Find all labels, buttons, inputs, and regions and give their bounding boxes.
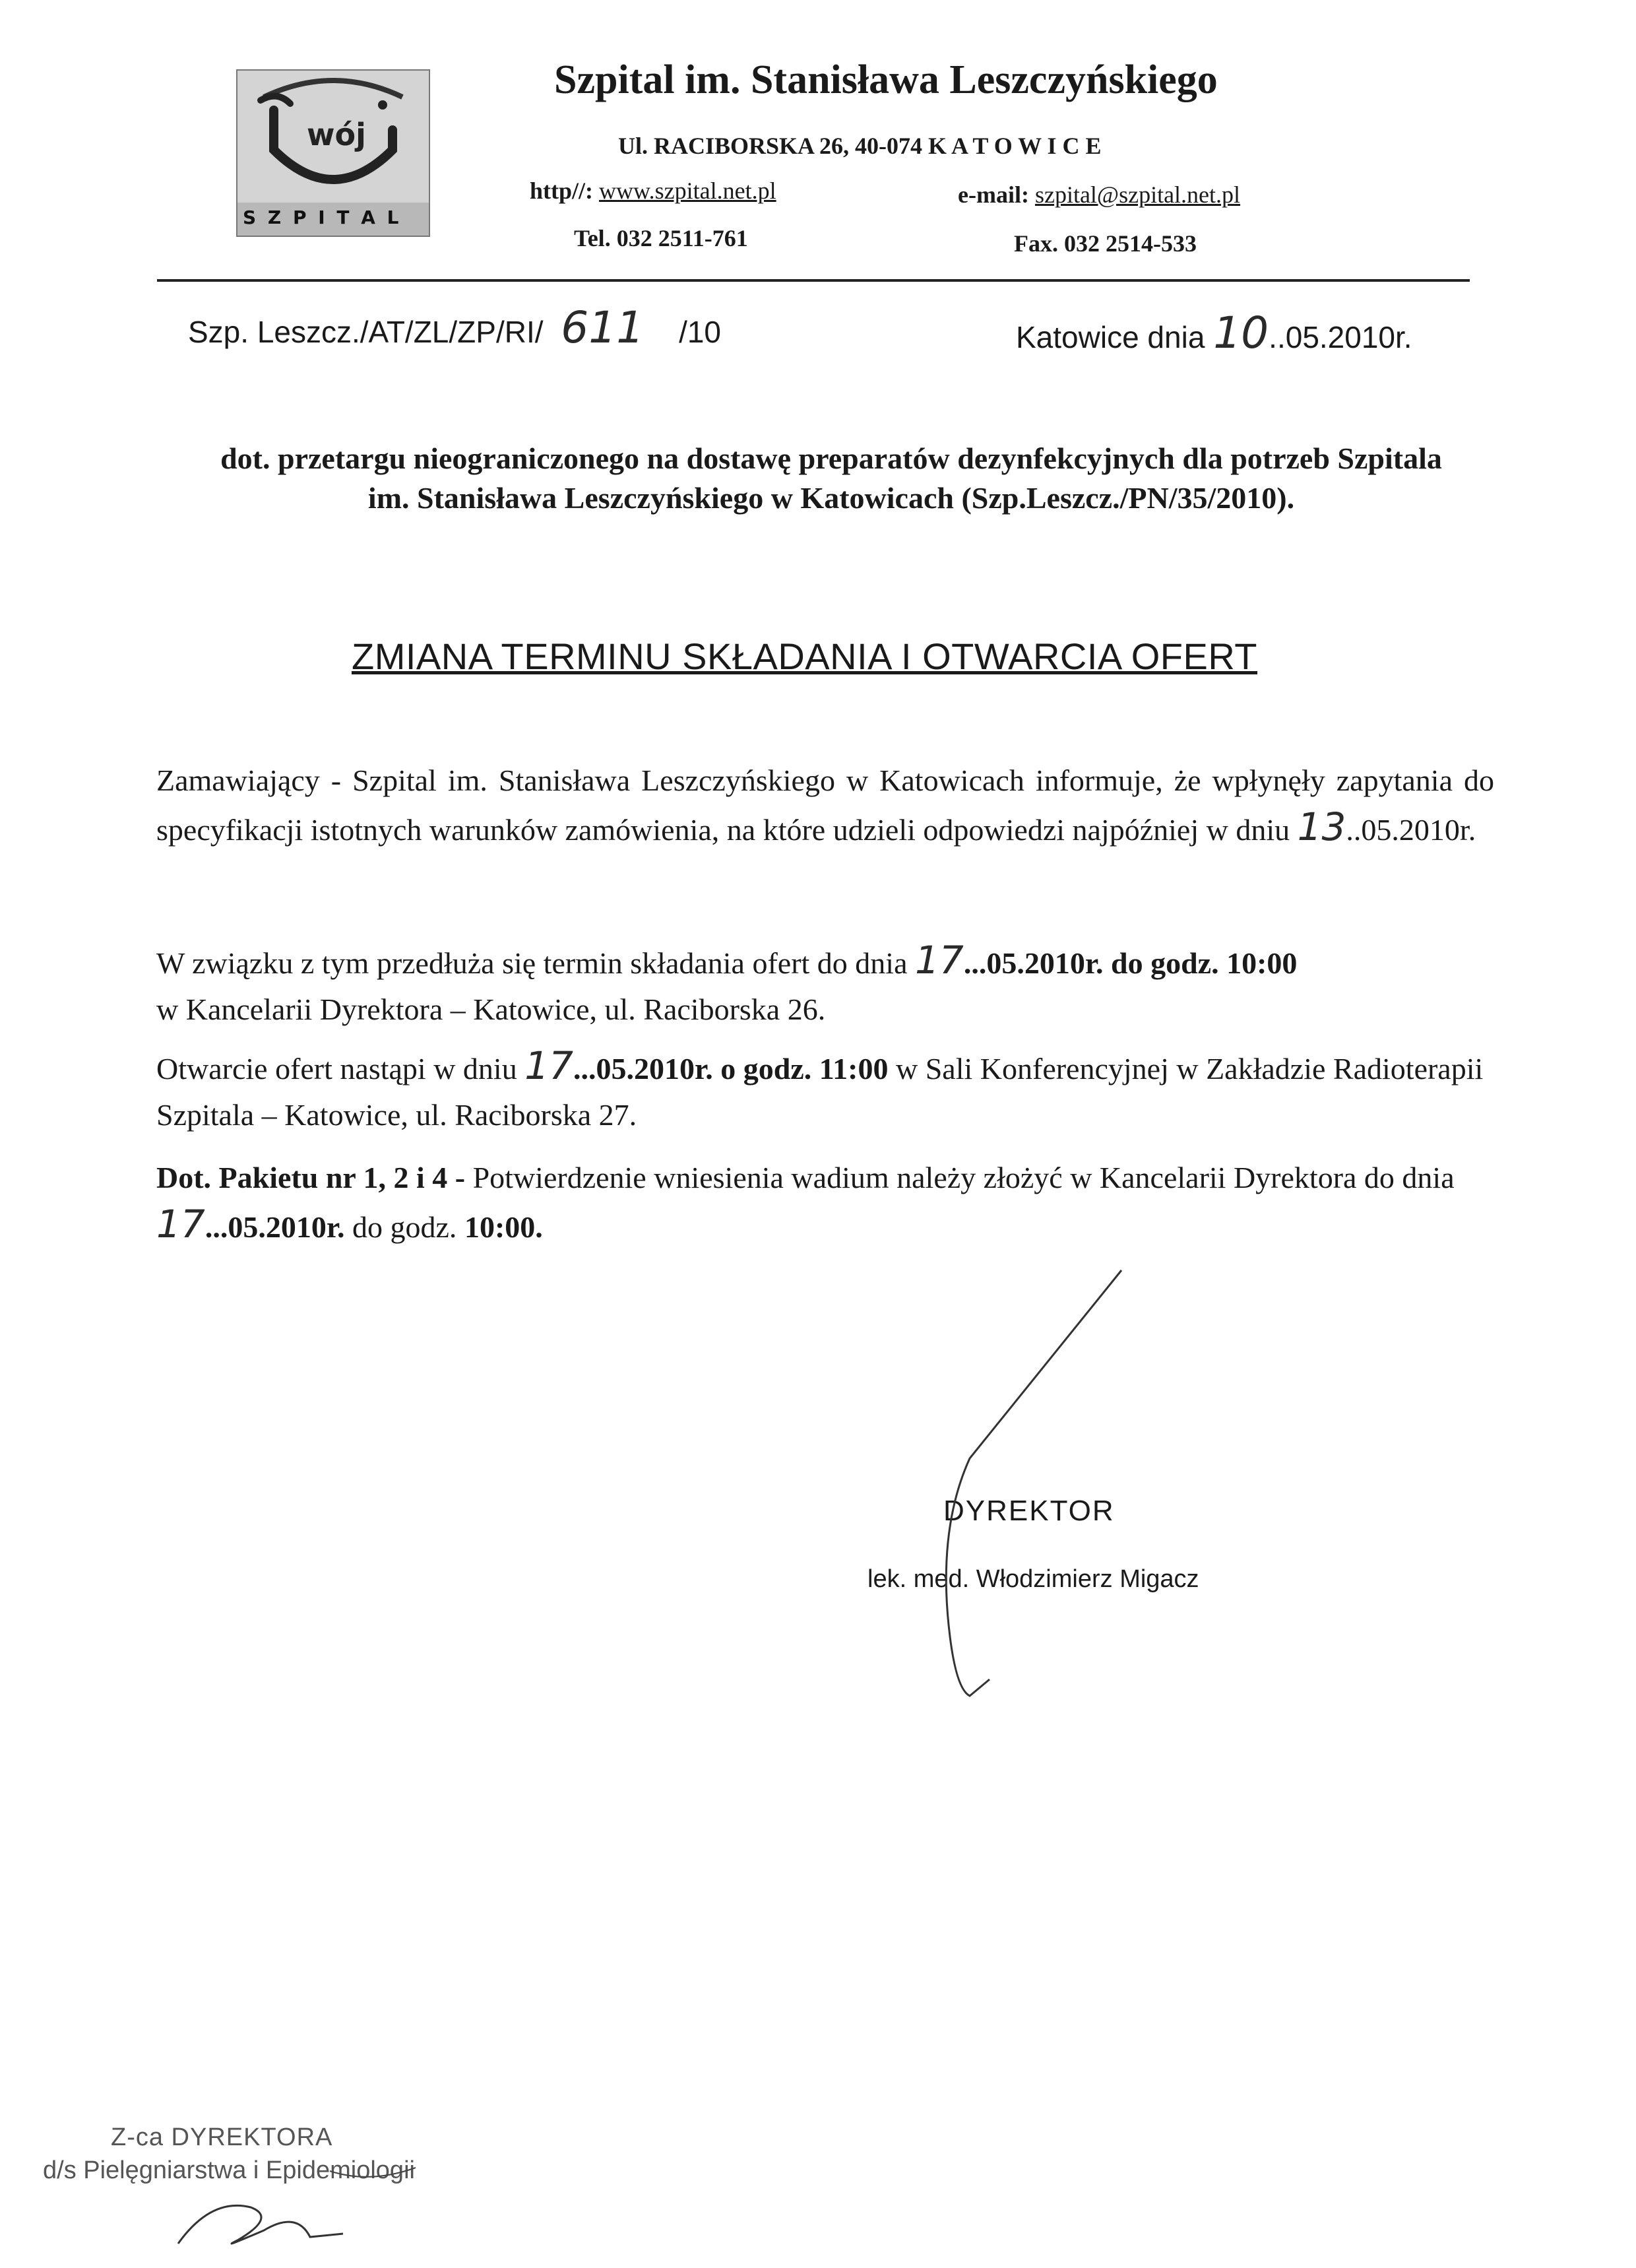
p4-handwritten-day: 17 [156, 1202, 205, 1247]
phone-number: Tel. 032 2511-761 [574, 225, 748, 251]
p4-time: 10:00. [464, 1210, 543, 1244]
p1-text: Zamawiający - Szpital im. Stanisława Leszczyńskiego w Katowicach informuje, że wpłynęły zapytania do specyfikacji istotnych warunków zamówienia, na które udzieli odpowiedzi najpóźniej w dniu [156, 763, 1494, 847]
logo-word: wój [307, 117, 366, 152]
hospital-logo [236, 69, 430, 237]
email-row [958, 181, 1240, 209]
p2-date: ...05.2010r. do godz. 10:00 [963, 946, 1298, 980]
reference-suffix: /10 [679, 315, 722, 349]
reference-number [188, 302, 721, 353]
director-signature-stroke [946, 1270, 1121, 1696]
paragraph-deposit [156, 1155, 1494, 1250]
logo-caption: S Z P I T A L [243, 207, 402, 228]
p4-tail: do godz. [344, 1210, 464, 1244]
signatory-title: DYREKTOR [943, 1495, 1115, 1527]
p4-text: Potwierdzenie wniesienia wadium należy złożyć w Kancelarii Dyrektora do dnia [465, 1161, 1455, 1194]
fax-number: Fax. 032 2514-533 [1014, 230, 1197, 257]
deputy-signature-stroke [178, 2205, 343, 2244]
paragraph-opening [156, 1043, 1494, 1138]
document-date: Katowice dnia 10..05.2010r. [1016, 308, 1412, 358]
website-label: http//: [530, 178, 594, 204]
hospital-name: Szpital im. Stanisława Leszczyńskiego [554, 57, 1218, 102]
website-row [530, 177, 776, 205]
reference-handwritten-number: 611 [561, 302, 645, 353]
header-divider [157, 279, 1470, 282]
p3-text: Otwarcie ofert nastąpi w dniu [156, 1052, 525, 1085]
date-prefix: Katowice dnia [1016, 320, 1214, 354]
p3-place: w Sali Konferencyjnej w Zakładzie Radioterapii Szpitala – Katowice, ul. Raciborska 27. [156, 1052, 1484, 1132]
website-link[interactable]: www.szpital.net.pl [599, 178, 776, 204]
p1-handwritten-day: 13 [1297, 804, 1346, 849]
hospital-address: Ul. RACIBORSKA 26, 40-074 K A T O W I C E [618, 133, 1102, 159]
p2-place: w Kancelarii Dyrektora – Katowice, ul. Raciborska 26. [156, 992, 826, 1026]
date-suffix: 05.2010r. [1285, 320, 1412, 354]
date-handwritten-day: 10 [1213, 308, 1269, 358]
p3-date: ...05.2010r. o godz. 11:00 [573, 1052, 889, 1085]
reference-prefix: Szp. Leszcz./AT/ZL/ZP/RI/ [188, 315, 544, 349]
p3-handwritten-day: 17 [524, 1043, 574, 1088]
p4-bold: Dot. Pakietu nr 1, 2 i 4 - [156, 1161, 466, 1194]
deputy-director-stamp-dept: d/s Pielęgniarstwa i Epidemiologii [43, 2156, 415, 2184]
email-label: e-mail: [958, 181, 1029, 208]
p2-handwritten-day: 17 [915, 938, 964, 983]
email-link[interactable]: szpital@szpital.net.pl [1034, 181, 1241, 208]
p2-text: W związku z tym przedłuża się termin składania ofert do dnia [156, 946, 915, 980]
deputy-director-stamp-title: Z-ca DYREKTORA [111, 2123, 333, 2151]
document-heading: ZMIANA TERMINU SKŁADANIA I OTWARCIA OFERT [352, 635, 1258, 677]
subject-line: dot. przetargu nieograniczonego na dostawę preparatów dezynfekcyjnych dla potrzeb Szpitala im. Stanisława Leszczyńskiego w Katowicach (Szp.Leszcz./PN/35/2010). [220, 441, 1442, 515]
paragraph-inquiries [156, 758, 1494, 853]
signatory-name: lek. med. Włodzimierz Migacz [867, 1565, 1199, 1593]
p1-date: ..05.2010r. [1346, 813, 1476, 847]
paragraph-deadline [156, 937, 1494, 1033]
p4-date: ...05.2010r. [204, 1210, 345, 1244]
